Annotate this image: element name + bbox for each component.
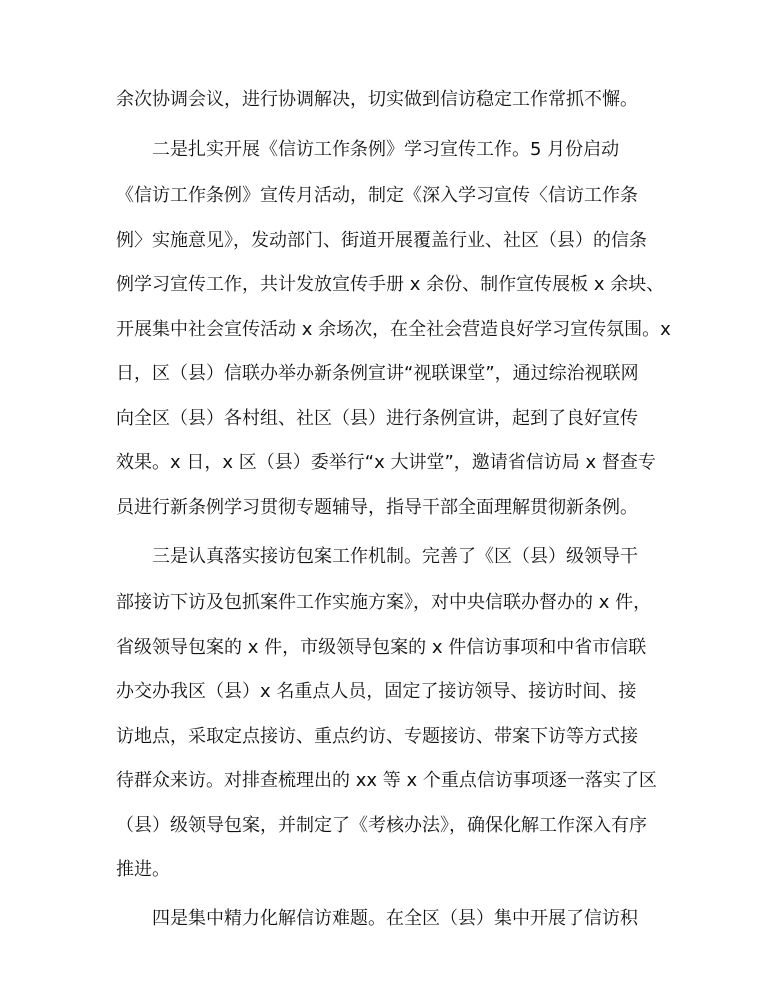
text-line: 向全区（县）各村组、社区（县）进行条例宣讲，起到了良好宣传 bbox=[116, 408, 638, 429]
text-line: 例〉实施意见》，发动部门、街道开展覆盖行业、社区（县）的信条 bbox=[116, 230, 647, 251]
paragraph-start-line: 二是扎实开展《信访工作条例》学习宣传工作。5 月份启动 bbox=[152, 139, 620, 160]
text-line: 员进行新条例学习贯彻专题辅导，指导干部全面理解贯彻新条例。 bbox=[116, 497, 638, 518]
text-line: 待群众来访。对排查梳理出的 xx 等 x 个重点信访事项逐一落实了区 bbox=[116, 770, 657, 791]
text-line: 部接访下访及包抓案件工作实施方案》，对中央信联办督办的 x 件， bbox=[116, 592, 652, 613]
text-line: 效果。x 日，x 区（县）委举行“x 大讲堂”，邀请省信访局 x 督查专 bbox=[116, 452, 656, 473]
text-line: 日，区（县）信联办举办新条例宣讲“视联课堂”，通过综治视联网 bbox=[116, 363, 639, 384]
text-line: 《信访工作条例》宣传月活动，制定《深入学习宣传〈信访工作条 bbox=[116, 185, 638, 206]
text-line: （县）级领导包案，并制定了《考核办法》，确保化解工作深入有序 bbox=[116, 815, 647, 836]
text-line: 省级领导包案的 x 件，市级领导包案的 x 件信访事项和中省市信联 bbox=[116, 637, 647, 658]
paragraph-start-line: 三是认真落实接访包案工作机制。完善了《区（县）级领导干 bbox=[152, 546, 638, 567]
text-line: 例学习宣传工作，共计发放宣传手册 x 余份、制作宣传展板 x 余块、 bbox=[116, 274, 665, 295]
text-line: 开展集中社会宣传活动 x 余场次，在全社会营造良好学习宣传氛围。x bbox=[116, 319, 671, 340]
text-line: 办交办我区（县）x 名重点人员，固定了接访领导、接访时间、接 bbox=[116, 681, 637, 702]
text-line: 访地点，采取定点接访、重点约访、专题接访、带案下访等方式接 bbox=[116, 726, 638, 747]
paragraph-start-line: 四是集中精力化解信访难题。在全区（县）集中开展了信访积 bbox=[152, 908, 638, 929]
text-line: 推进。 bbox=[116, 859, 170, 880]
text-line: 余次协调会议，进行协调解决，切实做到信访稳定工作常抓不懈。 bbox=[116, 89, 638, 110]
